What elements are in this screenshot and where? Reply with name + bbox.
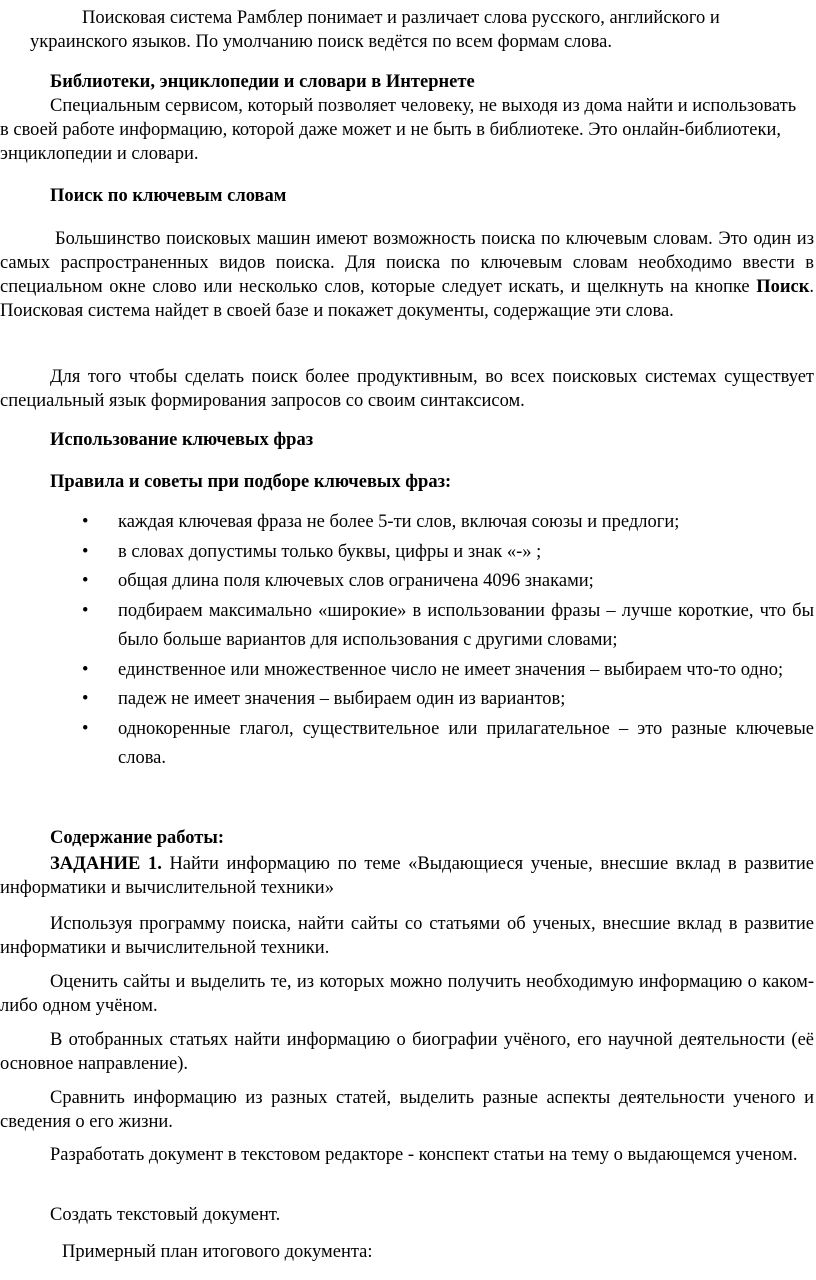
list-item: • подбираем максимально «широкие» в использовании фразы – лучше короткие, что бы было больше вариантов для использования с другими словами; (0, 597, 816, 656)
bullet-icon: • (82, 718, 89, 739)
intro-text: Поисковая система Рамблер понимает и различает слова русского, английского и украинского языков. По умолчанию поиск ведётся по всем формам слова. (30, 8, 720, 52)
list-item: • каждая ключевая фраза не более 5-ти слов, включая союзы и предлоги; (0, 508, 816, 538)
search-button-reference: Поиск (756, 277, 810, 297)
list-item: • в словах допустимы только буквы, цифры и знак «-» ; (0, 538, 816, 568)
work-step-paragraph: Используя программу поиска, найти сайты со статьями об ученых, внесшие вклад в развитие информатики и вычислительной техники. (0, 914, 814, 958)
work-content-heading: Содержание работы: (50, 828, 224, 848)
bullet-icon: • (82, 659, 89, 680)
bullet-icon: • (82, 600, 89, 621)
libraries-paragraph (0, 94, 808, 166)
work-step-paragraph: Сравнить информацию из разных статей, выделить разные аспекты деятельности ученого и сведения о его жизни. (0, 1088, 814, 1132)
keyword-search-text-end: . Поисковая система найдет в своей базе и покажет документы, содержащие эти слова. (0, 277, 814, 321)
keyword-search-text-start: Большинство поисковых машин имеют возможность поиска по ключевым словам. Это один из самых распространенных видов поиска. Для поиска по ключевым словам необходимо ввести в специальном окне слово или несколько слов, которые следует искать, и щелкнуть на кнопке (0, 229, 814, 297)
work-step-paragraph: Создать текстовый документ. (50, 1205, 281, 1225)
intro-paragraph (30, 6, 816, 54)
libraries-heading: Библиотеки, энциклопедии и словари в Интернете (50, 72, 475, 92)
work-step-paragraph: Разработать документ в текстовом редакторе - конспект статьи на тему о выдающемся ученом. (50, 1145, 798, 1165)
query-language-text: Для того чтобы сделать поиск более продуктивным, во всех поисковых системах существует специальный язык формирования запросов со своим синтаксисом. (0, 367, 814, 411)
bullet-icon: • (82, 541, 89, 562)
bullet-icon: • (82, 689, 89, 709)
key-phrase-rules-list (0, 508, 816, 774)
keyword-search-heading: Поиск по ключевым словам (50, 186, 287, 206)
keyword-search-paragraph (0, 227, 814, 323)
key-phrases-heading: Использование ключевых фраз (50, 430, 314, 450)
plan-heading: Примерный план итогового документа: (62, 1242, 373, 1262)
task-1-paragraph (0, 852, 814, 900)
task-1-label: ЗАДАНИЕ 1. (50, 854, 162, 874)
list-item: • падеж не имеет значения – выбираем один из вариантов; (0, 685, 816, 715)
query-language-paragraph (0, 365, 814, 413)
list-item: • общая длина поля ключевых слов ограничена 4096 знаками; (0, 567, 816, 597)
bullet-icon: • (82, 512, 89, 532)
libraries-text: Специальным сервисом, который позволяет человеку, не выходя из дома найти и использовать в своей работе информацию, которой даже может и не быть в библиотеке. Это онлайн-библиотеки, энциклопедии и словари. (0, 96, 797, 164)
key-phrases-rules-heading: Правила и советы при подборе ключевых фраз: (50, 472, 452, 492)
work-step-paragraph: В отобранных статьях найти информацию о биографии учёного, его научной деятельности (её основное направление). (0, 1030, 814, 1074)
work-step-paragraph: Оценить сайты и выделить те, из которых можно получить необходимую информацию о каком-либо одном учёном. (0, 972, 814, 1016)
list-item: • однокоренные глагол, существительное или прилагательное – это разные ключевые слова. (0, 715, 816, 774)
bullet-icon: • (82, 571, 89, 591)
task-1-text: Найти информацию по теме «Выдающиеся ученые, внесшие вклад в развитие информатики и вычислительной техники» (0, 854, 814, 898)
list-item: • единственное или множественное число не имеет значения – выбираем что-то одно; (0, 656, 816, 686)
